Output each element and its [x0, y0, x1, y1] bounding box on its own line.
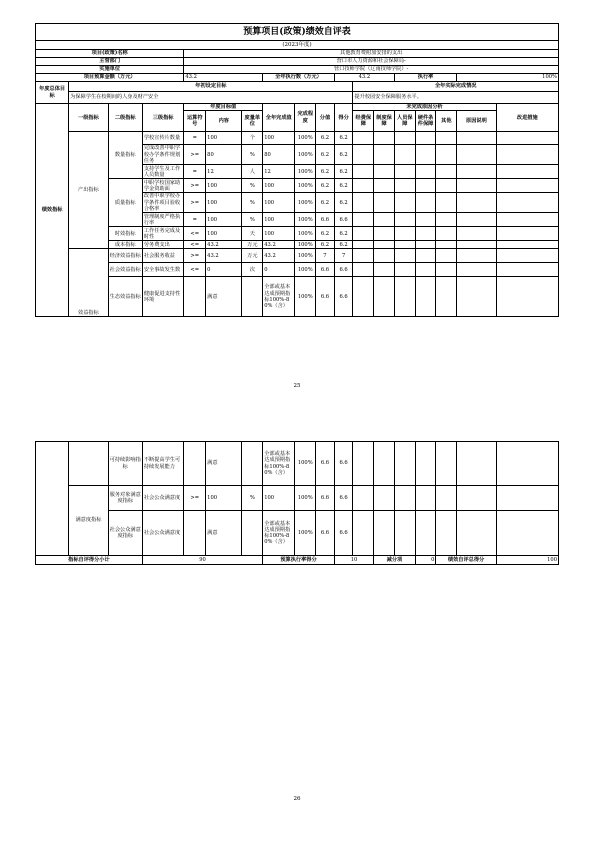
- done: 全部或基本达成预期指标100%-80%（含）: [263, 511, 295, 556]
- done: 100: [263, 486, 295, 511]
- indicator-name: 安全事故发生数: [142, 263, 184, 277]
- operator: <=: [184, 241, 206, 249]
- table-row: [36, 277, 559, 317]
- unit-label: 实施单位: [36, 66, 184, 74]
- header-complete: 全年完成值: [263, 104, 295, 132]
- degree: 100%: [295, 277, 316, 317]
- degree: 100%: [295, 241, 316, 249]
- group-output: 产出指标: [69, 132, 108, 249]
- unit: 次: [242, 263, 263, 277]
- header-explain: 原因说明: [457, 111, 496, 132]
- unit: 人: [242, 165, 263, 179]
- degree: 100%: [295, 179, 316, 193]
- unit: %: [242, 486, 263, 511]
- degree: 100%: [295, 511, 316, 556]
- dept-value: 营口市人力资源和社会保障局-: [184, 58, 559, 66]
- header-got: 得分: [334, 104, 353, 132]
- group-economic: 经济效益指标: [108, 249, 142, 263]
- got: 6.6: [334, 263, 353, 277]
- group-sustain: 可持续影响指标: [108, 442, 142, 486]
- indicator-name: 社会服务收益: [142, 249, 184, 263]
- table-row: [36, 442, 559, 486]
- score: 6.6: [316, 511, 335, 556]
- score: 6.2: [316, 227, 335, 241]
- header-r1: 经费保障: [353, 111, 374, 132]
- indicator-name: 不断提高学生可持续发展能力: [142, 442, 184, 486]
- operator: >=: [184, 179, 206, 193]
- indicator-name: 社会公众满意度: [142, 511, 184, 556]
- table-row: [36, 227, 559, 241]
- indicator-name: 支持学生及工作人员数量: [142, 165, 184, 179]
- score: 6.6: [316, 213, 335, 227]
- degree: 100%: [295, 227, 316, 241]
- got: 6.6: [334, 277, 353, 317]
- header-r4: 硬件条件保障: [415, 111, 436, 132]
- content: 满意: [206, 277, 242, 317]
- header-reason-group: 未完成原因分析: [353, 104, 496, 111]
- indicator-name: 社会公众满意度: [142, 486, 184, 511]
- table-row: [36, 486, 559, 511]
- header-score: 分值: [316, 104, 335, 132]
- indicator-name: 劳务费支出: [142, 241, 184, 249]
- table-row: [36, 179, 559, 193]
- header-r2: 制度保障: [374, 111, 395, 132]
- group-eco: 生态效益指标: [108, 277, 142, 317]
- total-score-value: 100: [496, 556, 558, 565]
- got: 6.2: [334, 227, 353, 241]
- group-social: 社会效益指标: [108, 263, 142, 277]
- deduct-label: 减分项: [374, 556, 416, 565]
- total-score-label: 绩效自评总得分: [436, 556, 496, 565]
- operator: >=: [184, 145, 206, 165]
- indicator-name: 管理制度严格执行率: [142, 213, 184, 227]
- content: 0: [206, 263, 242, 277]
- score: 6.6: [316, 486, 335, 511]
- table-row: [36, 249, 559, 263]
- header-level3: 三级指标: [142, 104, 184, 132]
- header-content: 内容: [206, 111, 242, 132]
- group-service: 服务对象满意度指标: [108, 486, 142, 511]
- goal-actual-value: 提升校园安全保障服务水平。: [353, 92, 559, 104]
- unit: [242, 511, 263, 556]
- done: 100: [263, 132, 295, 145]
- budget-label: 项目预算金额（万元）: [36, 74, 184, 82]
- content: 100: [206, 486, 242, 511]
- rate-value: 100%: [457, 74, 559, 82]
- unit: %: [242, 213, 263, 227]
- exec-score-label: 预算执行率得分: [263, 556, 335, 565]
- degree: 100%: [295, 193, 316, 213]
- self-score-label: 指标自评得分小计: [36, 556, 143, 565]
- score: 6.6: [316, 277, 335, 317]
- got: 6.6: [334, 486, 353, 511]
- got: 6.2: [334, 132, 353, 145]
- group-cost: 成本指标: [108, 241, 142, 249]
- self-score-value: 90: [142, 556, 262, 565]
- header-r5: 其他: [436, 111, 457, 132]
- done: 80: [263, 145, 295, 165]
- project-name-value: 其他教育费附加安排的支出: [184, 50, 559, 58]
- score: 6.2: [316, 179, 335, 193]
- unit: 天: [242, 227, 263, 241]
- content: 100: [206, 213, 242, 227]
- done: 100: [263, 213, 295, 227]
- got: 6.2: [334, 193, 353, 213]
- done: 12: [263, 165, 295, 179]
- score: 6.2: [316, 193, 335, 213]
- got: 6.2: [334, 145, 353, 165]
- page-number: 26: [293, 796, 301, 802]
- operator: >=: [184, 193, 206, 213]
- unit: %: [242, 179, 263, 193]
- operator: =: [184, 213, 206, 227]
- got: 6.6: [334, 511, 353, 556]
- unit: [242, 442, 263, 486]
- goal-label: 年度总体目标: [36, 82, 69, 104]
- degree: 100%: [295, 442, 316, 486]
- indicator-name: 改善中职学校办学条件项目验收合格率: [142, 193, 184, 213]
- content: 100: [206, 227, 242, 241]
- score: 6.2: [316, 165, 335, 179]
- done: 100: [263, 193, 295, 213]
- degree: 100%: [295, 132, 316, 145]
- score: 6.6: [316, 263, 335, 277]
- unit: [242, 277, 263, 317]
- unit: %: [242, 193, 263, 213]
- got: 6.2: [334, 165, 353, 179]
- got: 6.2: [334, 179, 353, 193]
- unit: %: [242, 145, 263, 165]
- unit-value: 营口技师学院（辽南技师学院）-: [184, 66, 559, 74]
- page-title: 预算项目(政策)绩效自评表: [36, 24, 559, 41]
- content: 满意: [206, 442, 242, 486]
- degree: 100%: [295, 145, 316, 165]
- done: 全部或基本达成预期指标100%-80%（含）: [263, 442, 295, 486]
- operator: <=: [184, 227, 206, 241]
- table-row: [36, 263, 559, 277]
- content: 100: [206, 132, 242, 145]
- goal-set-header: 年初设定目标: [69, 82, 353, 92]
- operator: >=: [184, 249, 206, 263]
- done: 43.2: [263, 249, 295, 263]
- header-annual-target: 年度目标值: [184, 104, 263, 111]
- score: 7: [316, 249, 335, 263]
- content: 100: [206, 179, 242, 193]
- score: 6.2: [316, 132, 335, 145]
- header-unit: 度量单位: [242, 111, 263, 132]
- score: 6.6: [316, 442, 335, 486]
- header-level1: 一级指标: [69, 104, 108, 132]
- page-number: 25: [293, 383, 301, 389]
- indicator-name: 完成改善中职学校办学条件规划任务: [142, 145, 184, 165]
- performance-table-page2: [35, 441, 559, 565]
- dept-label: 主管部门: [36, 58, 184, 66]
- indicator-name: 中职学校国家助学金资助面: [142, 179, 184, 193]
- content: 80: [206, 145, 242, 165]
- indicator-name: 健康促进支持性环境: [142, 277, 184, 317]
- got: 6.6: [334, 442, 353, 486]
- degree: 100%: [295, 263, 316, 277]
- content: 12: [206, 165, 242, 179]
- score: 6.2: [316, 145, 335, 165]
- done: 100: [263, 179, 295, 193]
- operator: =: [184, 165, 206, 179]
- got: 6.6: [334, 213, 353, 227]
- summary-row: [36, 556, 559, 565]
- exec-label: 全年执行数（万元）: [263, 74, 335, 82]
- group-public: 社会公众满意度指标: [108, 511, 142, 556]
- done: 100: [263, 227, 295, 241]
- degree: 100%: [295, 165, 316, 179]
- exec-value: 43.2: [334, 74, 394, 82]
- content: 100: [206, 193, 242, 213]
- budget-value: 43.2: [184, 74, 263, 82]
- operator: =: [184, 132, 206, 145]
- indicator-name: 工作任务完成及时性: [142, 227, 184, 241]
- got: 6.2: [334, 241, 353, 249]
- group-satisfaction: 满意度指标: [69, 486, 108, 556]
- perf-label: 绩效指标: [36, 104, 69, 317]
- performance-table-page1: [35, 23, 559, 317]
- header-degree: 完成程度: [295, 104, 316, 132]
- header-r3: 人员保障: [394, 111, 415, 132]
- unit: 个: [242, 132, 263, 145]
- operator: [184, 277, 206, 317]
- year-label: (2023年度): [36, 41, 559, 50]
- table-row: [36, 241, 559, 249]
- project-name-label: 项目(政策)名称: [36, 50, 184, 58]
- indicator-name: 学校宣传片数量: [142, 132, 184, 145]
- degree: 100%: [295, 486, 316, 511]
- score: 6.2: [316, 241, 335, 249]
- content: 43.2: [206, 241, 242, 249]
- group-timeliness: 时效指标: [108, 227, 142, 241]
- header-improve: 改进措施: [496, 104, 558, 132]
- done: 0: [263, 263, 295, 277]
- rate-label: 执行率: [394, 74, 456, 82]
- done: 全部或基本达成预期指标100%-80%（含）: [263, 277, 295, 317]
- degree: 100%: [295, 213, 316, 227]
- content: 满意: [206, 511, 242, 556]
- group-effect: 效益指标: [69, 249, 108, 317]
- content: 43.2: [206, 249, 242, 263]
- goal-set-value: 为保障学生在校期间的人身及财产安全: [69, 92, 353, 104]
- deduct-value: 0: [415, 556, 436, 565]
- header-operator: 运算符号: [184, 111, 206, 132]
- got: 7: [334, 249, 353, 263]
- table-row: [36, 511, 559, 556]
- goal-actual-header: 全年实际完成情况: [353, 82, 559, 92]
- exec-score-value: 10: [334, 556, 373, 565]
- operator: [184, 442, 206, 486]
- header-level2: 二级指标: [108, 104, 142, 132]
- group-quantity: 数量指标: [108, 132, 142, 179]
- operator: [184, 511, 206, 556]
- group-quality: 质量指标: [108, 179, 142, 227]
- unit: 万元: [242, 249, 263, 263]
- unit: 万元: [242, 241, 263, 249]
- operator: >=: [184, 486, 206, 511]
- table-row: [36, 132, 559, 145]
- degree: 100%: [295, 249, 316, 263]
- done: 43.2: [263, 241, 295, 249]
- operator: <=: [184, 263, 206, 277]
